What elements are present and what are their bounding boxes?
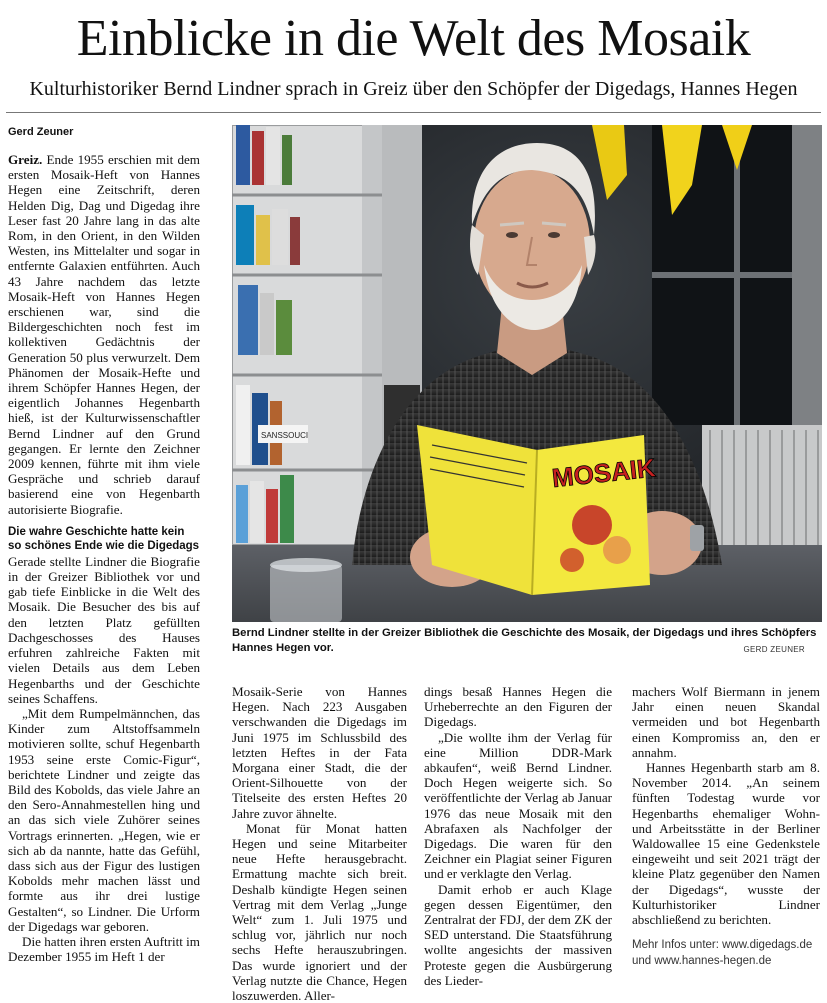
lead-paragraph: [8, 152, 200, 517]
photo-credit: GERD ZEUNER: [743, 645, 805, 654]
comic-book: [417, 425, 657, 595]
paragraph-3: „Mit dem Rumpelmännchen, das Kinder zum Altstoffsammeln motivieren sollte, schuf Hegenbarth 1953 seine erste Comic-Figur“, berichtete Lindner und zeigte das Bild des Kobolds, das viele Jahre an den Sero-Annahmestellen hing und an das sich viele Zuhörer seines Vortrags erinnerten. „Hegen, wie er sich ab da nannte, hatte das Gefühl, dass sich aus der Figur des lustigen Kobolds mehr machen lässt und formte aus ihr drei lustige Gestalten“, so Lindner. Die Urform der Digedags war geboren.: [8, 705, 200, 934]
paragraph-5-end: dings besaß Hannes Hegen die Urheberrechte an den Figuren der Digedags.: [424, 684, 612, 730]
article-column-3: [424, 684, 612, 988]
paragraph-8: Hannes Hegenbarth starb am 8. November 2014. „An seinem fünften Todestag wurde vor Hegenbarths ehemaliger Wohn- und Arbeitsstätte in der Berliner Waldowallee 15 eine Gedenkstele eingeweiht und seit 2021 trägt der kleine Platz gegenüber den Namen der Digedags“, wusste der Kulturhistoriker Lindner abschließend zu berichten.: [632, 760, 820, 928]
paragraph-2: Gerade stellte Lindner die Biografie in der Greizer Bibliothek vor und gab tiefe Einblicke in die Welt des Mosaik. Die Besucher des bis auf den letzten Platz gefüllten Dachgeschosses des Hauses erfuhren zahlreiche Fakten mit vielen Details aus dem Leben Hegenbarths und der Geschichte seines Schaffens.: [8, 553, 200, 706]
subheadline: Kulturhistoriker Bernd Lindner sprach in Greiz über den Schöpfer der Digedags, Hannes Hegen: [29, 78, 798, 100]
author-byline: Gerd Zeuner: [8, 126, 74, 138]
photo: [232, 125, 822, 622]
article-subhead: Die wahre Geschichte hatte kein so schönes Ende wie die Digedags: [8, 525, 200, 553]
info-line-2: und www.hannes-hegen.de: [632, 955, 772, 967]
lead-place: Greiz.: [8, 152, 43, 167]
photo-caption: Bernd Lindner stellte in der Greizer Bibliothek die Geschichte des Mosaik, der Digedags und ihres Schöpfers Hannes Hegen vor.: [232, 627, 817, 654]
shelf-label: SANSSOUCI: [261, 431, 309, 440]
article-column-4: [632, 684, 820, 927]
paragraph-7: Damit erhob er auch Klage gegen dessen Eigentümer, den Zentralrat der FDJ, der dem ZK der SED unterstand. Die Staatsführung wollte angesichts der massiven Proteste gegen die Ausbürgerung des Lieder-: [424, 881, 612, 988]
more-info: [632, 937, 822, 969]
paragraph-5: Monat für Monat hatten Hegen und seine Mitarbeiter neue Hefte herausgebracht. Ermattung machte sich breit. Deshalb kündigte Hegen seinen Vertrag mit dem Verlag „Junge Welt“ zum 1. Juli 1975 und schlug vor, jährlich nur noch sechs Hefte herauszubringen. Das wurde ignoriert und der Verlag nutzte die Chance, Hegen loszuwerden. Aller-: [232, 820, 407, 1003]
paragraph-4-start: Die hatten ihren ersten Auftritt im Dezember 1955 im Heft 1 der: [8, 933, 200, 965]
water-glass: [270, 558, 342, 622]
article-column-left: [8, 152, 200, 964]
radiator: [702, 425, 822, 565]
info-line-1: Mehr Infos unter: www.digedags.de: [632, 939, 813, 951]
paragraph-6: „Die wollte ihm der Verlag für eine Million DDR-Mark abkaufen“, weiß Bernd Lindner. Doch Hegen weigerte sich. So veröffentlichte der Verlag ab Januar 1976 das neue Mosaik mit den Abrafaxen als Nachfolger der Digedags. Die waren für den Zeichner ein Plagiat seiner Figuren und er verklagte den Verlag.: [424, 729, 612, 882]
book-title: MOSAIK: [550, 452, 658, 494]
headline: Einblicke in die Welt des Mosaik: [76, 10, 751, 67]
lead-text: Ende 1955 erschien mit dem ersten Mosaik-Heft von Hannes Hegen eine Zeitschrift, deren Helden Dig, Dag und Digedag ihre Leser fast 20 Jahre lang in das alte Rom, in den Orient, in den Wilden Westen, ins Mittelalter und sogar in entfernte Galaxien entführten. Auch 43 Jahre nachdem das letzte Mosaik-Heft von Hannes Hegen erschienen war, sind die Bildergeschichten noch fest im kollektiven Gedächtnis der Generation 50 plus verwurzelt. Dem Phänomen der Mosaik-Hefte und ihrem Schöpfer Hannes Hegen, der eigentlich Johannes Hegenbarth hieß, ist der Kulturwissenschaftler Bernd Lindner auf den Grund gegangen. Er lernte den Zeichner 2009 kennen, führte mit ihm viele Gespräche und schrieb darauf basierend eine von Hegenbarth autorisierte Biografie.: [8, 152, 200, 517]
header-rule: [6, 112, 821, 113]
paragraph-7-end: machers Wolf Biermann in jenem Jahr einen neuen Skandal vermeiden und bot Hegenbarth einen Kompromiss an, den er annahm.: [632, 684, 820, 760]
paragraph-4: Mosaik-Serie von Hannes Hegen. Nach 223 Ausgaben verschwanden die Digedags im Juni 1975 im Schlussbild des letzten Heftes in der Fata Morgana einer Stadt, die der Orient-Silhouette von der Titelseite des ersten Heftes 20 Jahre zuvor ähnelte.: [232, 684, 407, 821]
article-column-2: [232, 684, 407, 1003]
